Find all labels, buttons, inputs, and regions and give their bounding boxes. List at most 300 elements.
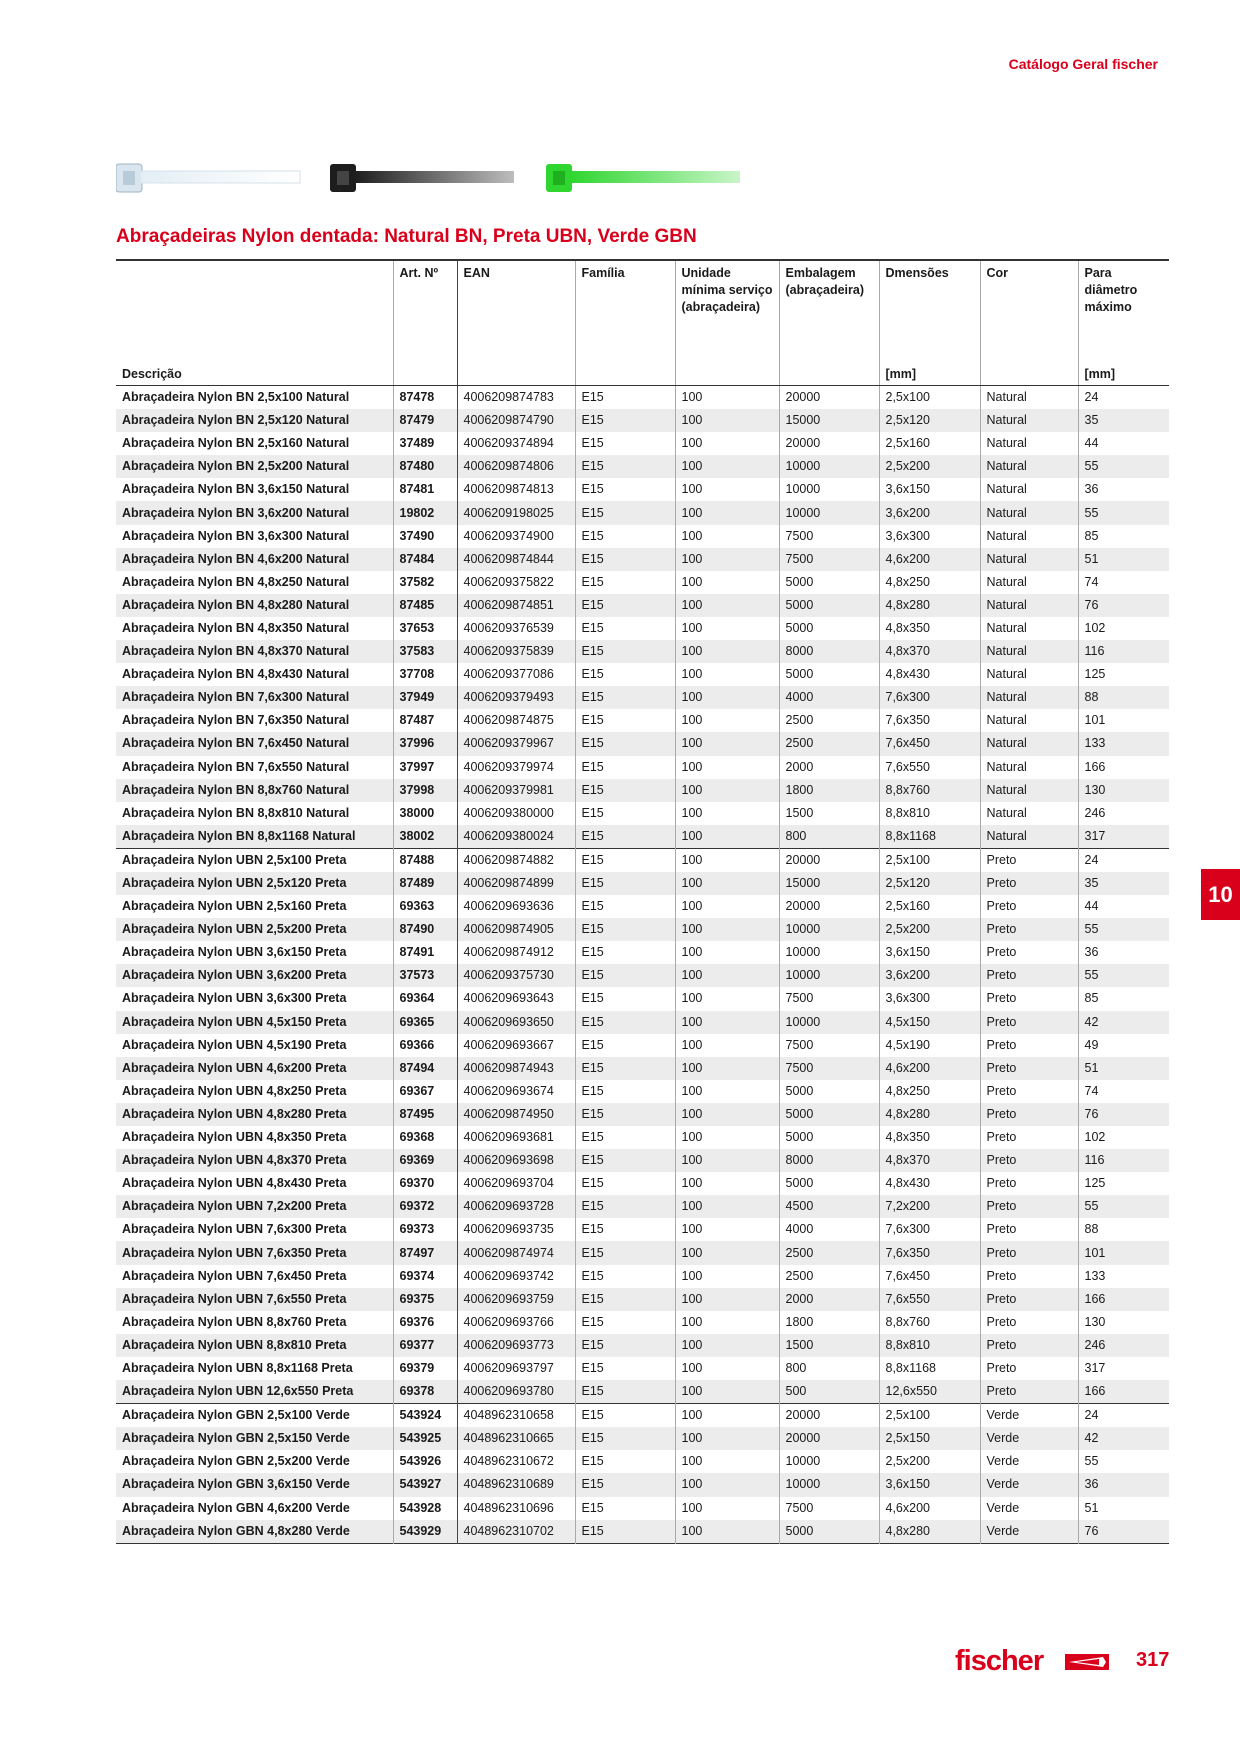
cell-diametro: 76 xyxy=(1078,594,1169,617)
cell-cor: Natural xyxy=(980,756,1078,779)
table-row xyxy=(116,386,1169,410)
cell-art-no: 543925 xyxy=(393,1427,457,1450)
cell-description: Abraçadeira Nylon UBN 8,8x810 Preta xyxy=(116,1334,393,1357)
table-row xyxy=(116,964,1169,987)
cell-description: Abraçadeira Nylon UBN 2,5x100 Preta xyxy=(116,848,393,872)
table-row xyxy=(116,1520,1169,1544)
cell-unidade: 100 xyxy=(675,1311,779,1334)
cell-dimensoes: 3,6x300 xyxy=(879,525,980,548)
cell-familia: E15 xyxy=(575,941,675,964)
col-header-diametro: Para diâmetro máximo [mm] xyxy=(1078,260,1169,386)
cell-familia: E15 xyxy=(575,1288,675,1311)
cell-dimensoes: 8,8x760 xyxy=(879,779,980,802)
cell-dimensoes: 4,8x370 xyxy=(879,1149,980,1172)
cell-art-no: 69364 xyxy=(393,987,457,1010)
cell-art-no: 37653 xyxy=(393,617,457,640)
cell-familia: E15 xyxy=(575,1011,675,1034)
cell-art-no: 87489 xyxy=(393,872,457,895)
fischer-logo-mark xyxy=(1065,1654,1109,1670)
cell-ean: 4006209693797 xyxy=(457,1357,575,1380)
cell-embalagem: 4500 xyxy=(779,1195,879,1218)
cell-familia: E15 xyxy=(575,1497,675,1520)
cell-dimensoes: 7,6x300 xyxy=(879,1218,980,1241)
cell-diametro: 36 xyxy=(1078,1473,1169,1496)
cell-embalagem: 1500 xyxy=(779,1334,879,1357)
cell-familia: E15 xyxy=(575,1334,675,1357)
cell-unidade: 100 xyxy=(675,1241,779,1264)
table-row xyxy=(116,709,1169,732)
table-row xyxy=(116,848,1169,872)
cell-art-no: 543924 xyxy=(393,1404,457,1428)
cell-embalagem: 15000 xyxy=(779,409,879,432)
cell-description: Abraçadeira Nylon UBN 2,5x200 Preta xyxy=(116,918,393,941)
cell-dimensoes: 2,5x160 xyxy=(879,895,980,918)
cell-diametro: 24 xyxy=(1078,848,1169,872)
cell-dimensoes: 2,5x100 xyxy=(879,1404,980,1428)
cell-unidade: 100 xyxy=(675,709,779,732)
cell-ean: 4006209874790 xyxy=(457,409,575,432)
table-row xyxy=(116,1241,1169,1264)
cell-diametro: 166 xyxy=(1078,1288,1169,1311)
cell-familia: E15 xyxy=(575,1241,675,1264)
cell-embalagem: 7500 xyxy=(779,1034,879,1057)
cell-diametro: 125 xyxy=(1078,1172,1169,1195)
cell-familia: E15 xyxy=(575,1057,675,1080)
cell-diametro: 130 xyxy=(1078,1311,1169,1334)
natural-cable-tie-image xyxy=(116,164,300,192)
cell-embalagem: 7500 xyxy=(779,548,879,571)
cell-cor: Verde xyxy=(980,1427,1078,1450)
cell-cor: Natural xyxy=(980,571,1078,594)
cell-familia: E15 xyxy=(575,1149,675,1172)
cell-cor: Preto xyxy=(980,1241,1078,1264)
table-row xyxy=(116,802,1169,825)
cell-ean: 4006209375839 xyxy=(457,640,575,663)
cell-cor: Preto xyxy=(980,1334,1078,1357)
cell-familia: E15 xyxy=(575,617,675,640)
cell-unidade: 100 xyxy=(675,525,779,548)
cell-familia: E15 xyxy=(575,964,675,987)
cell-ean: 4006209874882 xyxy=(457,848,575,872)
cell-ean: 4006209874806 xyxy=(457,455,575,478)
cell-description: Abraçadeira Nylon GBN 3,6x150 Verde xyxy=(116,1473,393,1496)
cell-dimensoes: 4,8x370 xyxy=(879,640,980,663)
table-row xyxy=(116,455,1169,478)
cell-cor: Natural xyxy=(980,409,1078,432)
cell-diametro: 74 xyxy=(1078,571,1169,594)
cell-familia: E15 xyxy=(575,825,675,849)
cell-unidade: 100 xyxy=(675,732,779,755)
catalog-title: Catálogo Geral fischer xyxy=(1008,56,1158,72)
cell-embalagem: 5000 xyxy=(779,1126,879,1149)
cell-diametro: 102 xyxy=(1078,617,1169,640)
cell-ean: 4006209374894 xyxy=(457,432,575,455)
cell-cor: Preto xyxy=(980,1149,1078,1172)
cell-cor: Verde xyxy=(980,1473,1078,1496)
table-row xyxy=(116,1195,1169,1218)
cell-embalagem: 10000 xyxy=(779,964,879,987)
cell-diametro: 55 xyxy=(1078,455,1169,478)
cell-dimensoes: 7,6x350 xyxy=(879,1241,980,1264)
cell-embalagem: 20000 xyxy=(779,1404,879,1428)
cell-dimensoes: 3,6x200 xyxy=(879,964,980,987)
cell-familia: E15 xyxy=(575,709,675,732)
cell-embalagem: 800 xyxy=(779,1357,879,1380)
cell-familia: E15 xyxy=(575,455,675,478)
cell-art-no: 87497 xyxy=(393,1241,457,1264)
table-row xyxy=(116,640,1169,663)
cell-unidade: 100 xyxy=(675,1172,779,1195)
cell-art-no: 87484 xyxy=(393,548,457,571)
cell-dimensoes: 4,8x280 xyxy=(879,1520,980,1544)
cell-ean: 4006209693681 xyxy=(457,1126,575,1149)
cell-diametro: 51 xyxy=(1078,1497,1169,1520)
cell-unidade: 100 xyxy=(675,1034,779,1057)
cell-unidade: 100 xyxy=(675,1334,779,1357)
cell-cor: Natural xyxy=(980,732,1078,755)
cell-unidade: 100 xyxy=(675,1103,779,1126)
cell-unidade: 100 xyxy=(675,1080,779,1103)
cell-cor: Natural xyxy=(980,709,1078,732)
cell-description: Abraçadeira Nylon BN 7,6x300 Natural xyxy=(116,686,393,709)
cell-art-no: 37583 xyxy=(393,640,457,663)
cell-description: Abraçadeira Nylon GBN 2,5x100 Verde xyxy=(116,1404,393,1428)
table-row xyxy=(116,617,1169,640)
cell-embalagem: 1800 xyxy=(779,779,879,802)
cell-art-no: 69367 xyxy=(393,1080,457,1103)
cell-embalagem: 500 xyxy=(779,1380,879,1404)
table-row xyxy=(116,432,1169,455)
cell-ean: 4006209874844 xyxy=(457,548,575,571)
cell-diametro: 74 xyxy=(1078,1080,1169,1103)
cell-dimensoes: 3,6x200 xyxy=(879,501,980,524)
cell-dimensoes: 4,6x200 xyxy=(879,548,980,571)
cell-dimensoes: 7,6x350 xyxy=(879,709,980,732)
table-row xyxy=(116,1311,1169,1334)
cell-cor: Natural xyxy=(980,825,1078,849)
cell-familia: E15 xyxy=(575,1103,675,1126)
cell-ean: 4006209693742 xyxy=(457,1265,575,1288)
table-row xyxy=(116,1404,1169,1428)
cell-unidade: 100 xyxy=(675,848,779,872)
cell-diametro: 246 xyxy=(1078,1334,1169,1357)
table-row xyxy=(116,1427,1169,1450)
cell-embalagem: 10000 xyxy=(779,501,879,524)
table-row xyxy=(116,918,1169,941)
cell-description: Abraçadeira Nylon BN 7,6x450 Natural xyxy=(116,732,393,755)
cell-unidade: 100 xyxy=(675,964,779,987)
cell-art-no: 37708 xyxy=(393,663,457,686)
cell-description: Abraçadeira Nylon BN 4,8x250 Natural xyxy=(122,574,350,589)
cell-art-no: 543929 xyxy=(393,1520,457,1544)
cell-art-no: 69369 xyxy=(393,1149,457,1172)
cell-cor: Preto xyxy=(980,1218,1078,1241)
cell-description: Abraçadeira Nylon UBN 3,6x300 Preta xyxy=(122,991,347,1006)
table-row xyxy=(116,1357,1169,1380)
cell-ean: 4006209693643 xyxy=(457,987,575,1010)
cell-ean: 4006209198025 xyxy=(457,501,575,524)
cell-unidade: 100 xyxy=(675,1011,779,1034)
cell-diametro: 51 xyxy=(1078,1057,1169,1080)
cell-diametro: 55 xyxy=(1078,1450,1169,1473)
cell-familia: E15 xyxy=(575,1080,675,1103)
cell-description: Abraçadeira Nylon UBN 12,6x550 Preta xyxy=(116,1380,393,1404)
cell-dimensoes: 7,6x550 xyxy=(879,756,980,779)
cell-dimensoes: 4,8x280 xyxy=(879,594,980,617)
cell-familia: E15 xyxy=(575,663,675,686)
cell-diametro: 246 xyxy=(1078,802,1169,825)
cell-diametro: 130 xyxy=(1078,779,1169,802)
cell-unidade: 100 xyxy=(675,686,779,709)
cell-ean: 4006209374900 xyxy=(457,525,575,548)
cell-unidade: 100 xyxy=(675,756,779,779)
cell-art-no: 37573 xyxy=(393,964,457,987)
cell-art-no: 37997 xyxy=(393,756,457,779)
cell-embalagem: 2500 xyxy=(779,732,879,755)
cell-dimensoes: 3,6x300 xyxy=(879,987,980,1010)
cell-description: Abraçadeira Nylon BN 7,6x350 Natural xyxy=(122,713,350,728)
cell-ean: 4006209874974 xyxy=(457,1241,575,1264)
cell-dimensoes: 4,8x430 xyxy=(879,663,980,686)
cell-dimensoes: 4,8x250 xyxy=(879,571,980,594)
cell-unidade: 100 xyxy=(675,1520,779,1544)
cell-description: Abraçadeira Nylon BN 2,5x160 Natural xyxy=(122,436,350,451)
cell-diametro: 51 xyxy=(1078,548,1169,571)
cell-diametro: 55 xyxy=(1078,1195,1169,1218)
cell-familia: E15 xyxy=(575,1034,675,1057)
cell-art-no: 38002 xyxy=(393,825,457,849)
cell-familia: E15 xyxy=(575,386,675,410)
cell-art-no: 69365 xyxy=(393,1011,457,1034)
table-row xyxy=(116,594,1169,617)
cell-embalagem: 20000 xyxy=(779,386,879,410)
table-row xyxy=(116,941,1169,964)
cell-dimensoes: 2,5x100 xyxy=(879,386,980,410)
cell-ean: 4048962310658 xyxy=(457,1404,575,1428)
black-cable-tie-image xyxy=(330,164,514,192)
cell-description: Abraçadeira Nylon BN 4,8x370 Natural xyxy=(116,640,393,663)
cell-art-no: 69363 xyxy=(393,895,457,918)
cell-unidade: 100 xyxy=(675,1057,779,1080)
cell-embalagem: 5000 xyxy=(779,617,879,640)
cell-unidade: 100 xyxy=(675,640,779,663)
cell-cor: Preto xyxy=(980,1380,1078,1404)
cell-art-no: 87481 xyxy=(393,478,457,501)
cell-familia: E15 xyxy=(575,848,675,872)
cell-description: Abraçadeira Nylon GBN 4,6x200 Verde xyxy=(122,1500,350,1515)
cell-ean: 4006209376539 xyxy=(457,617,575,640)
cell-diametro: 24 xyxy=(1078,386,1169,410)
cell-diametro: 101 xyxy=(1078,709,1169,732)
cell-cor: Natural xyxy=(980,455,1078,478)
cell-diametro: 125 xyxy=(1078,663,1169,686)
cell-ean: 4006209380000 xyxy=(457,802,575,825)
cell-embalagem: 10000 xyxy=(779,478,879,501)
cell-unidade: 100 xyxy=(675,895,779,918)
cell-diametro: 49 xyxy=(1078,1034,1169,1057)
cell-ean: 4006209377086 xyxy=(457,663,575,686)
cell-art-no: 87480 xyxy=(393,455,457,478)
cell-unidade: 100 xyxy=(675,1380,779,1404)
cell-ean: 4006209375822 xyxy=(457,571,575,594)
col-header-unidade: Unidade mínima serviço (abraçadeira) xyxy=(675,260,779,386)
cell-familia: E15 xyxy=(575,594,675,617)
cell-diametro: 55 xyxy=(1078,501,1169,524)
cell-description: Abraçadeira Nylon UBN 7,6x350 Preta xyxy=(116,1241,393,1264)
cell-familia: E15 xyxy=(575,1450,675,1473)
cell-art-no: 87494 xyxy=(393,1057,457,1080)
cell-ean: 4006209874899 xyxy=(457,872,575,895)
cell-ean: 4006209379493 xyxy=(457,686,575,709)
cell-art-no: 69374 xyxy=(393,1265,457,1288)
cell-unidade: 100 xyxy=(675,1218,779,1241)
cell-familia: E15 xyxy=(575,548,675,571)
cell-ean: 4006209379974 xyxy=(457,756,575,779)
cell-dimensoes: 4,6x200 xyxy=(879,1057,980,1080)
cell-familia: E15 xyxy=(575,732,675,755)
cell-cor: Natural xyxy=(980,802,1078,825)
cell-diametro: 35 xyxy=(1078,409,1169,432)
cell-art-no: 37949 xyxy=(393,686,457,709)
cell-embalagem: 800 xyxy=(779,825,879,849)
table-row xyxy=(116,1265,1169,1288)
cell-diametro: 116 xyxy=(1078,640,1169,663)
table-row xyxy=(116,571,1169,594)
cell-ean: 4006209693698 xyxy=(457,1149,575,1172)
cell-dimensoes: 8,8x1168 xyxy=(879,825,980,849)
cell-unidade: 100 xyxy=(675,802,779,825)
cell-cor: Preto xyxy=(980,941,1078,964)
cell-art-no: 37582 xyxy=(393,571,457,594)
cell-embalagem: 7500 xyxy=(779,1497,879,1520)
cell-embalagem: 7500 xyxy=(779,1057,879,1080)
cell-unidade: 100 xyxy=(675,548,779,571)
cell-description: Abraçadeira Nylon UBN 8,8x1168 Preta xyxy=(122,1360,353,1375)
cell-embalagem: 10000 xyxy=(779,941,879,964)
cell-cor: Preto xyxy=(980,872,1078,895)
table-row xyxy=(116,501,1169,524)
table-row xyxy=(116,895,1169,918)
cell-familia: E15 xyxy=(575,409,675,432)
table-row xyxy=(116,409,1169,432)
page-number: 317 xyxy=(1136,1649,1170,1671)
cell-ean: 4006209379967 xyxy=(457,732,575,755)
cell-embalagem: 1800 xyxy=(779,1311,879,1334)
cell-ean: 4006209874912 xyxy=(457,941,575,964)
cell-unidade: 100 xyxy=(675,1427,779,1450)
cell-dimensoes: 2,5x120 xyxy=(879,409,980,432)
cell-ean: 4006209874875 xyxy=(457,709,575,732)
cell-cor: Preto xyxy=(980,1265,1078,1288)
cell-familia: E15 xyxy=(575,525,675,548)
cell-embalagem: 1500 xyxy=(779,802,879,825)
table-row xyxy=(116,525,1169,548)
cell-embalagem: 8000 xyxy=(779,1149,879,1172)
table-row xyxy=(116,1473,1169,1496)
cell-diametro: 44 xyxy=(1078,895,1169,918)
cell-ean: 4006209379981 xyxy=(457,779,575,802)
cell-art-no: 69376 xyxy=(393,1311,457,1334)
col-header-description: Descrição xyxy=(116,260,393,386)
cell-description: Abraçadeira Nylon UBN 4,8x370 Preta xyxy=(116,1149,393,1172)
cell-ean: 4048962310672 xyxy=(457,1450,575,1473)
cell-ean: 4006209693759 xyxy=(457,1288,575,1311)
cell-ean: 4006209874943 xyxy=(457,1057,575,1080)
cell-diametro: 133 xyxy=(1078,1265,1169,1288)
cell-embalagem: 8000 xyxy=(779,640,879,663)
cell-unidade: 100 xyxy=(675,1195,779,1218)
cell-art-no: 19802 xyxy=(393,501,457,524)
cell-description: Abraçadeira Nylon BN 4,8x280 Natural xyxy=(116,594,393,617)
cell-ean: 4006209375730 xyxy=(457,964,575,987)
cell-familia: E15 xyxy=(575,478,675,501)
cell-dimensoes: 7,6x550 xyxy=(879,1288,980,1311)
cell-ean: 4006209693780 xyxy=(457,1380,575,1404)
cell-description: Abraçadeira Nylon UBN 4,6x200 Preta xyxy=(116,1057,393,1080)
cell-cor: Preto xyxy=(980,1195,1078,1218)
cell-diametro: 35 xyxy=(1078,872,1169,895)
fischer-logo xyxy=(955,1644,1115,1678)
cell-description: Abraçadeira Nylon GBN 2,5x200 Verde xyxy=(122,1454,350,1469)
cell-cor: Verde xyxy=(980,1497,1078,1520)
cell-familia: E15 xyxy=(575,895,675,918)
cell-diametro: 36 xyxy=(1078,478,1169,501)
cell-ean: 4006209874950 xyxy=(457,1103,575,1126)
cell-diametro: 36 xyxy=(1078,941,1169,964)
table-row xyxy=(116,825,1169,849)
cell-art-no: 543926 xyxy=(393,1450,457,1473)
cell-art-no: 69373 xyxy=(393,1218,457,1241)
cell-cor: Preto xyxy=(980,1057,1078,1080)
cell-cor: Natural xyxy=(980,663,1078,686)
cell-description: Abraçadeira Nylon UBN 4,5x150 Preta xyxy=(116,1011,393,1034)
cell-unidade: 100 xyxy=(675,1404,779,1428)
cell-dimensoes: 4,8x430 xyxy=(879,1172,980,1195)
cell-embalagem: 5000 xyxy=(779,571,879,594)
cell-dimensoes: 2,5x200 xyxy=(879,455,980,478)
cell-cor: Preto xyxy=(980,1011,1078,1034)
cell-familia: E15 xyxy=(575,1311,675,1334)
cell-diametro: 102 xyxy=(1078,1126,1169,1149)
col-header-art-no: Art. Nº xyxy=(393,260,457,386)
cell-unidade: 100 xyxy=(675,1126,779,1149)
cell-art-no: 37998 xyxy=(393,779,457,802)
cell-diametro: 42 xyxy=(1078,1427,1169,1450)
col-header-dimensoes: Dmensões [mm] xyxy=(879,260,980,386)
cell-description: Abraçadeira Nylon BN 3,6x150 Natural xyxy=(122,482,350,497)
cell-description: Abraçadeira Nylon UBN 4,8x350 Preta xyxy=(122,1130,347,1145)
cell-embalagem: 2000 xyxy=(779,756,879,779)
cell-familia: E15 xyxy=(575,1265,675,1288)
table-row xyxy=(116,1497,1169,1520)
cell-cor: Preto xyxy=(980,1311,1078,1334)
cell-art-no: 87479 xyxy=(393,409,457,432)
cell-ean: 4006209693766 xyxy=(457,1311,575,1334)
cell-ean: 4048962310696 xyxy=(457,1497,575,1520)
cell-description: Abraçadeira Nylon UBN 3,6x150 Preta xyxy=(122,945,347,960)
cell-dimensoes: 2,5x150 xyxy=(879,1427,980,1450)
cell-embalagem: 20000 xyxy=(779,895,879,918)
cell-description: Abraçadeira Nylon UBN 8,8x760 Preta xyxy=(122,1314,347,1329)
col-header-ean: EAN xyxy=(457,260,575,386)
table-row xyxy=(116,548,1169,571)
cell-familia: E15 xyxy=(575,1126,675,1149)
cell-description: Abraçadeira Nylon UBN 7,6x450 Preta xyxy=(122,1268,347,1283)
col-header-cor: Cor xyxy=(980,260,1078,386)
cell-ean: 4006209874905 xyxy=(457,918,575,941)
cell-art-no: 37490 xyxy=(393,525,457,548)
cell-ean: 4006209693773 xyxy=(457,1334,575,1357)
